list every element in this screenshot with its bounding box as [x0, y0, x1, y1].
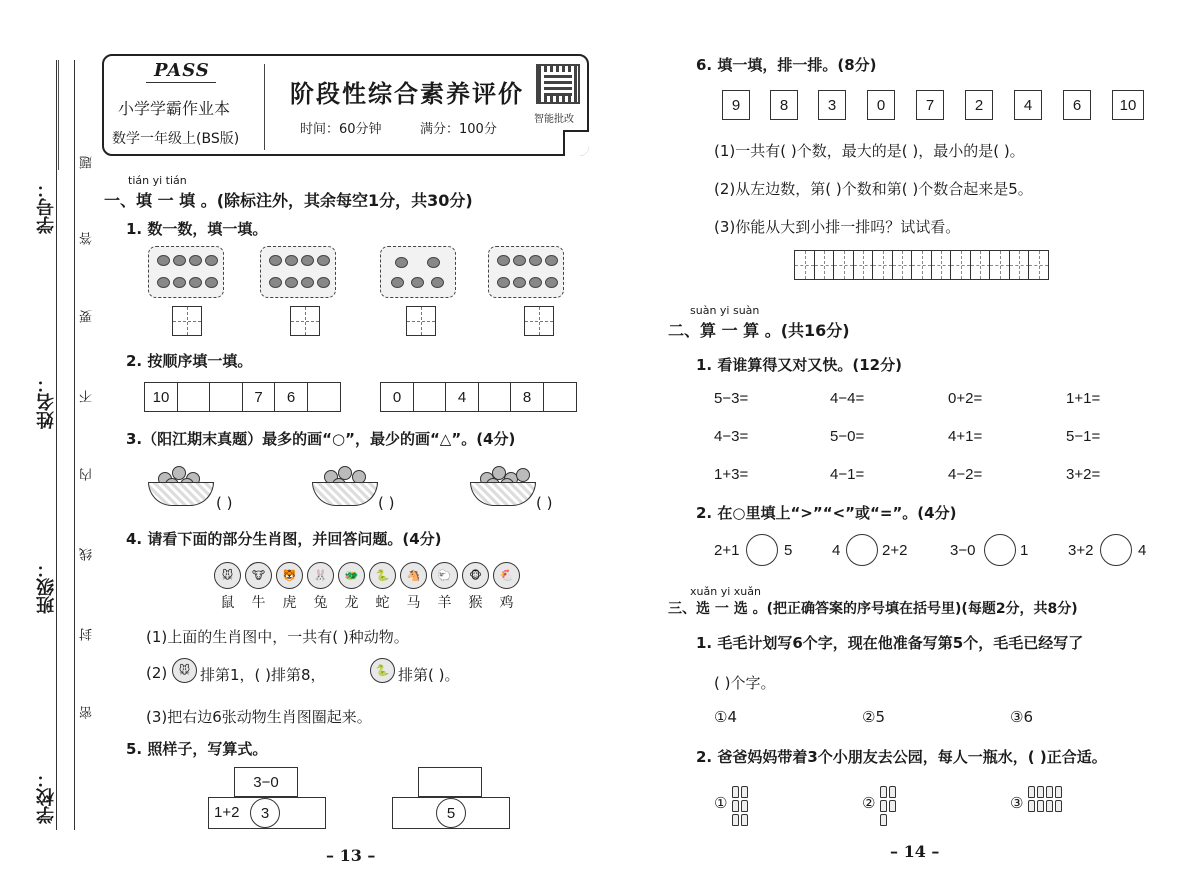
choice2-option[interactable]: ③ — [1010, 794, 1024, 812]
compare-right: 4 — [1138, 542, 1147, 559]
answer-paren[interactable]: ( ) — [536, 494, 553, 512]
answer-box[interactable] — [406, 306, 436, 336]
choice1-option[interactable]: ②5 — [862, 708, 885, 726]
counted-object — [173, 255, 186, 266]
sequence-cell[interactable] — [478, 382, 512, 412]
water-bottles-icon — [880, 786, 904, 826]
header-divider — [264, 64, 265, 150]
compare-circle[interactable] — [846, 534, 878, 566]
counted-object — [301, 255, 314, 266]
zodiac-name: 羊 — [437, 595, 452, 611]
sort-grid-cell[interactable] — [853, 250, 874, 280]
calc-item[interactable]: 5−0= — [830, 428, 865, 445]
q3-prompt: 3.（阳江期末真题）最多的画“○”，最少的画“△”。(4分) — [126, 430, 516, 448]
counted-object — [497, 255, 510, 266]
counted-object — [497, 277, 510, 288]
zodiac-rabbit-icon: 🐰 — [307, 562, 334, 589]
school-label: 学校： — [36, 770, 57, 824]
fruit-basket-icon — [312, 464, 378, 506]
counted-object — [431, 277, 444, 288]
section3-title: 三、选 一 选 。(把正确答案的序号填在括号里)(每题2分，共8分) — [668, 601, 1078, 617]
zodiac-rat-icon: 🐭 — [214, 562, 241, 589]
water-bottles-icon — [732, 786, 756, 826]
class-label: 班级： — [36, 560, 57, 614]
section1-pinyin: tián yi tián — [128, 174, 187, 187]
counted-object — [395, 257, 408, 268]
sort-grid-cell[interactable] — [892, 250, 913, 280]
name-label: 姓名： — [36, 375, 57, 429]
compare-circle[interactable] — [1100, 534, 1132, 566]
sort-grid-cell[interactable] — [970, 250, 991, 280]
section1-title: 一、填 一 填 。(除标注外，其余每空1分，共30分) — [104, 191, 473, 210]
sequence-cell[interactable] — [307, 382, 341, 412]
zodiac-horse-icon: 🐴 — [400, 562, 427, 589]
calc-item[interactable]: 4+1= — [948, 428, 983, 445]
seal-hint: 不 — [80, 390, 95, 403]
counted-object — [157, 255, 170, 266]
counted-object — [269, 255, 282, 266]
sequence-cell[interactable]: 7 — [242, 382, 276, 412]
calc-item[interactable]: 4−1= — [830, 466, 865, 483]
brand-logo: PASS — [154, 60, 210, 81]
id-write-line[interactable] — [58, 60, 59, 170]
compare-left: 3+2 — [1068, 542, 1094, 559]
zodiac-tiger-icon: 🐯 — [276, 562, 303, 589]
counted-object — [513, 255, 526, 266]
number-card: 2 — [965, 90, 993, 120]
zodiac-name: 龙 — [344, 595, 359, 611]
counted-object — [205, 255, 218, 266]
section2-title: 二、算 一 算 。(共16分) — [668, 321, 850, 340]
calc-prompt: 1. 看谁算得又对又快。(12分) — [696, 356, 902, 374]
counting-card-3 — [380, 246, 456, 298]
q4-part2-middle: 排第1，( )排第8， — [200, 666, 326, 684]
sort-grid-cell[interactable] — [1009, 250, 1030, 280]
section3-pinyin: xuǎn yi xuǎn — [690, 585, 761, 598]
counted-object — [173, 277, 186, 288]
zodiac-name: 鸡 — [499, 595, 514, 611]
calc-item[interactable]: 0+2= — [948, 390, 983, 407]
fruit-basket-icon — [148, 464, 214, 506]
sort-grid-cell[interactable] — [911, 250, 932, 280]
number-card: 7 — [916, 90, 944, 120]
counted-object — [301, 277, 314, 288]
answer-box[interactable] — [290, 306, 320, 336]
zodiac-snake-icon: 🐍 — [369, 562, 396, 589]
calc-item[interactable]: 5−3= — [714, 390, 749, 407]
page-number-right: – 14 – — [890, 842, 940, 861]
sequence-cell[interactable] — [177, 382, 211, 412]
counted-object — [545, 277, 558, 288]
header-box — [102, 54, 589, 156]
sort-grid-cell[interactable] — [950, 250, 971, 280]
zodiac-monkey-icon: 🐵 — [462, 562, 489, 589]
number-card: 9 — [722, 90, 750, 120]
choice1-prompt-cont[interactable]: ( )个字。 — [714, 674, 776, 692]
calc-item[interactable]: 1+1= — [1066, 390, 1101, 407]
binding-line-inner — [74, 60, 75, 830]
number-card: 10 — [1112, 90, 1144, 120]
sort-grid-cell[interactable] — [931, 250, 952, 280]
counted-object — [529, 277, 542, 288]
compare-circle[interactable] — [746, 534, 778, 566]
choice2-prompt: 2. 爸爸妈妈带着3个小朋友去公园，每人一瓶水，( )正合适。 — [696, 748, 1107, 766]
zodiac-name: 马 — [406, 595, 421, 611]
sort-grid-cell[interactable] — [1028, 250, 1049, 280]
equation-left-expr: 1+2 — [214, 804, 240, 821]
zodiac-name: 猴 — [468, 595, 483, 611]
sequence-cell[interactable]: 0 — [380, 382, 414, 412]
sequence-cell[interactable]: 6 — [274, 382, 308, 412]
fruit-basket-icon — [470, 464, 536, 506]
answer-box[interactable] — [172, 306, 202, 336]
q5-prompt: 5. 照样子，写算式。 — [126, 740, 268, 758]
sort-grid-cell[interactable] — [833, 250, 854, 280]
book-name: 小学学霸作业本 — [118, 99, 231, 118]
counted-object — [545, 255, 558, 266]
equation-top-box: 3−0 — [234, 767, 298, 797]
compare-left: 3−0 — [950, 542, 976, 559]
zodiac-name: 牛 — [251, 595, 266, 611]
seal-hint: 线 — [80, 548, 95, 561]
counted-object — [285, 277, 298, 288]
binding-line-outer — [56, 60, 57, 830]
counted-object — [513, 277, 526, 288]
sequence-cell[interactable] — [209, 382, 243, 412]
q6-part2: (2)从左边数，第( )个数和第( )个数合起来是5。 — [714, 180, 1033, 198]
calc-item[interactable]: 4−2= — [948, 466, 983, 483]
sequence-cell[interactable] — [543, 382, 577, 412]
zodiac-name: 鼠 — [220, 595, 235, 611]
number-card: 3 — [818, 90, 846, 120]
counted-object — [427, 257, 440, 268]
q4-part2-prefix: (2) — [146, 664, 168, 682]
sort-grid-cell[interactable] — [872, 250, 893, 280]
number-card: 8 — [770, 90, 798, 120]
counted-object — [317, 277, 330, 288]
equation-result-circle: 5 — [436, 798, 466, 828]
calc-item[interactable]: 5−1= — [1066, 428, 1101, 445]
choice1-option[interactable]: ①4 — [714, 708, 737, 726]
number-card: 0 — [867, 90, 895, 120]
number-card: 6 — [1063, 90, 1091, 120]
counted-object — [317, 255, 330, 266]
sequence-cell[interactable]: 10 — [144, 382, 178, 412]
q4-part1: (1)上面的生肖图中，一共有( )种动物。 — [146, 628, 409, 646]
calc-item[interactable]: 3+2= — [1066, 466, 1101, 483]
q4-part2-suffix: 排第( )。 — [398, 666, 460, 684]
zodiac-name: 兔 — [313, 595, 328, 611]
answer-paren[interactable]: ( ) — [378, 494, 395, 512]
zodiac-dragon-icon: 🐲 — [338, 562, 365, 589]
qr-caption: 智能批改 — [534, 114, 574, 125]
time-limit: 时间：60分钟 — [300, 122, 382, 137]
choice1-prompt: 1. 毛毛计划写6个字，现在他准备写第5个，毛毛已经写了 — [696, 634, 1084, 652]
answer-paren[interactable]: ( ) — [216, 494, 233, 512]
counted-object — [157, 277, 170, 288]
calc-item[interactable]: 4−4= — [830, 390, 865, 407]
page-number-left: – 13 – — [326, 846, 376, 865]
page-title: 阶段性综合素养评价 — [290, 80, 524, 108]
q6-part3: (3)你能从大到小排一排吗？试试看。 — [714, 218, 961, 236]
sequence-row-1 — [144, 382, 339, 412]
choice2-option[interactable]: ② — [862, 794, 876, 812]
sequence-row-2 — [380, 382, 575, 412]
subject-edition: 数学一年级上(BS版) — [112, 131, 240, 147]
full-score: 满分：100分 — [420, 122, 497, 137]
number-card: 4 — [1014, 90, 1042, 120]
zodiac-snake-icon: 🐍 — [370, 658, 395, 683]
sequence-cell[interactable]: 4 — [445, 382, 479, 412]
compare-right: 2+2 — [882, 542, 908, 559]
counted-object — [285, 255, 298, 266]
q4-prompt: 4. 请看下面的部分生肖图，并回答问题。(4分) — [126, 530, 442, 548]
sort-grid-cell[interactable] — [794, 250, 815, 280]
counting-card-4 — [488, 246, 564, 298]
sort-grid — [794, 250, 1048, 280]
section2-pinyin: suàn yi suàn — [690, 304, 760, 317]
student-id-label: 学号： — [36, 180, 57, 234]
counting-card-1 — [148, 246, 224, 298]
q6-part1: (1)一共有( )个数，最大的是( )，最小的是( )。 — [714, 142, 1025, 160]
zodiac-ox-icon: 🐮 — [245, 562, 272, 589]
zodiac-name: 虎 — [282, 595, 297, 611]
zodiac-goat-icon: 🐑 — [431, 562, 458, 589]
equation-top-box[interactable] — [418, 767, 482, 797]
counted-object — [529, 255, 542, 266]
q2-prompt: 2. 按顺序填一填。 — [126, 352, 253, 370]
q4-part3: (3)把右边6张动物生肖图圈起来。 — [146, 708, 372, 726]
seal-hint: 答 — [80, 232, 95, 245]
compare-right: 5 — [784, 542, 793, 559]
qr-code-icon[interactable] — [536, 64, 580, 104]
counted-object — [189, 255, 202, 266]
zodiac-name: 蛇 — [375, 595, 390, 611]
compare-left: 4 — [832, 542, 841, 559]
zodiac-rat-icon: 🐭 — [172, 658, 197, 683]
water-bottles-icon — [1028, 786, 1070, 812]
counted-object — [269, 277, 282, 288]
compare-prompt: 2. 在○里填上“>”“<”或“=”。(4分) — [696, 504, 957, 522]
sequence-cell[interactable]: 8 — [510, 382, 544, 412]
sequence-cell[interactable] — [413, 382, 447, 412]
compare-right: 1 — [1020, 542, 1029, 559]
counted-object — [391, 277, 404, 288]
counted-object — [411, 277, 424, 288]
sort-grid-cell[interactable] — [989, 250, 1010, 280]
page-curl-decoration — [563, 130, 589, 156]
sort-grid-cell[interactable] — [814, 250, 835, 280]
answer-box[interactable] — [524, 306, 554, 336]
zodiac-rooster-icon: 🐔 — [493, 562, 520, 589]
q6-prompt: 6. 填一填，排一排。(8分) — [696, 56, 877, 74]
seal-hint: 密 — [80, 706, 95, 719]
counted-object — [205, 277, 218, 288]
compare-circle[interactable] — [984, 534, 1016, 566]
logo-underline — [146, 82, 216, 83]
calc-item[interactable]: 1+3= — [714, 466, 749, 483]
choice2-option[interactable]: ① — [714, 794, 728, 812]
counting-card-2 — [260, 246, 336, 298]
equation-result-circle: 3 — [250, 798, 280, 828]
counted-object — [189, 277, 202, 288]
compare-left: 2+1 — [714, 542, 740, 559]
choice1-option[interactable]: ③6 — [1010, 708, 1033, 726]
seal-hint: 要 — [80, 310, 95, 323]
calc-item[interactable]: 4−3= — [714, 428, 749, 445]
seal-hint: 封 — [80, 628, 95, 641]
q1-prompt: 1. 数一数，填一填。 — [126, 220, 268, 238]
seal-hint: 题 — [80, 156, 95, 169]
seal-hint: 内 — [80, 468, 95, 481]
